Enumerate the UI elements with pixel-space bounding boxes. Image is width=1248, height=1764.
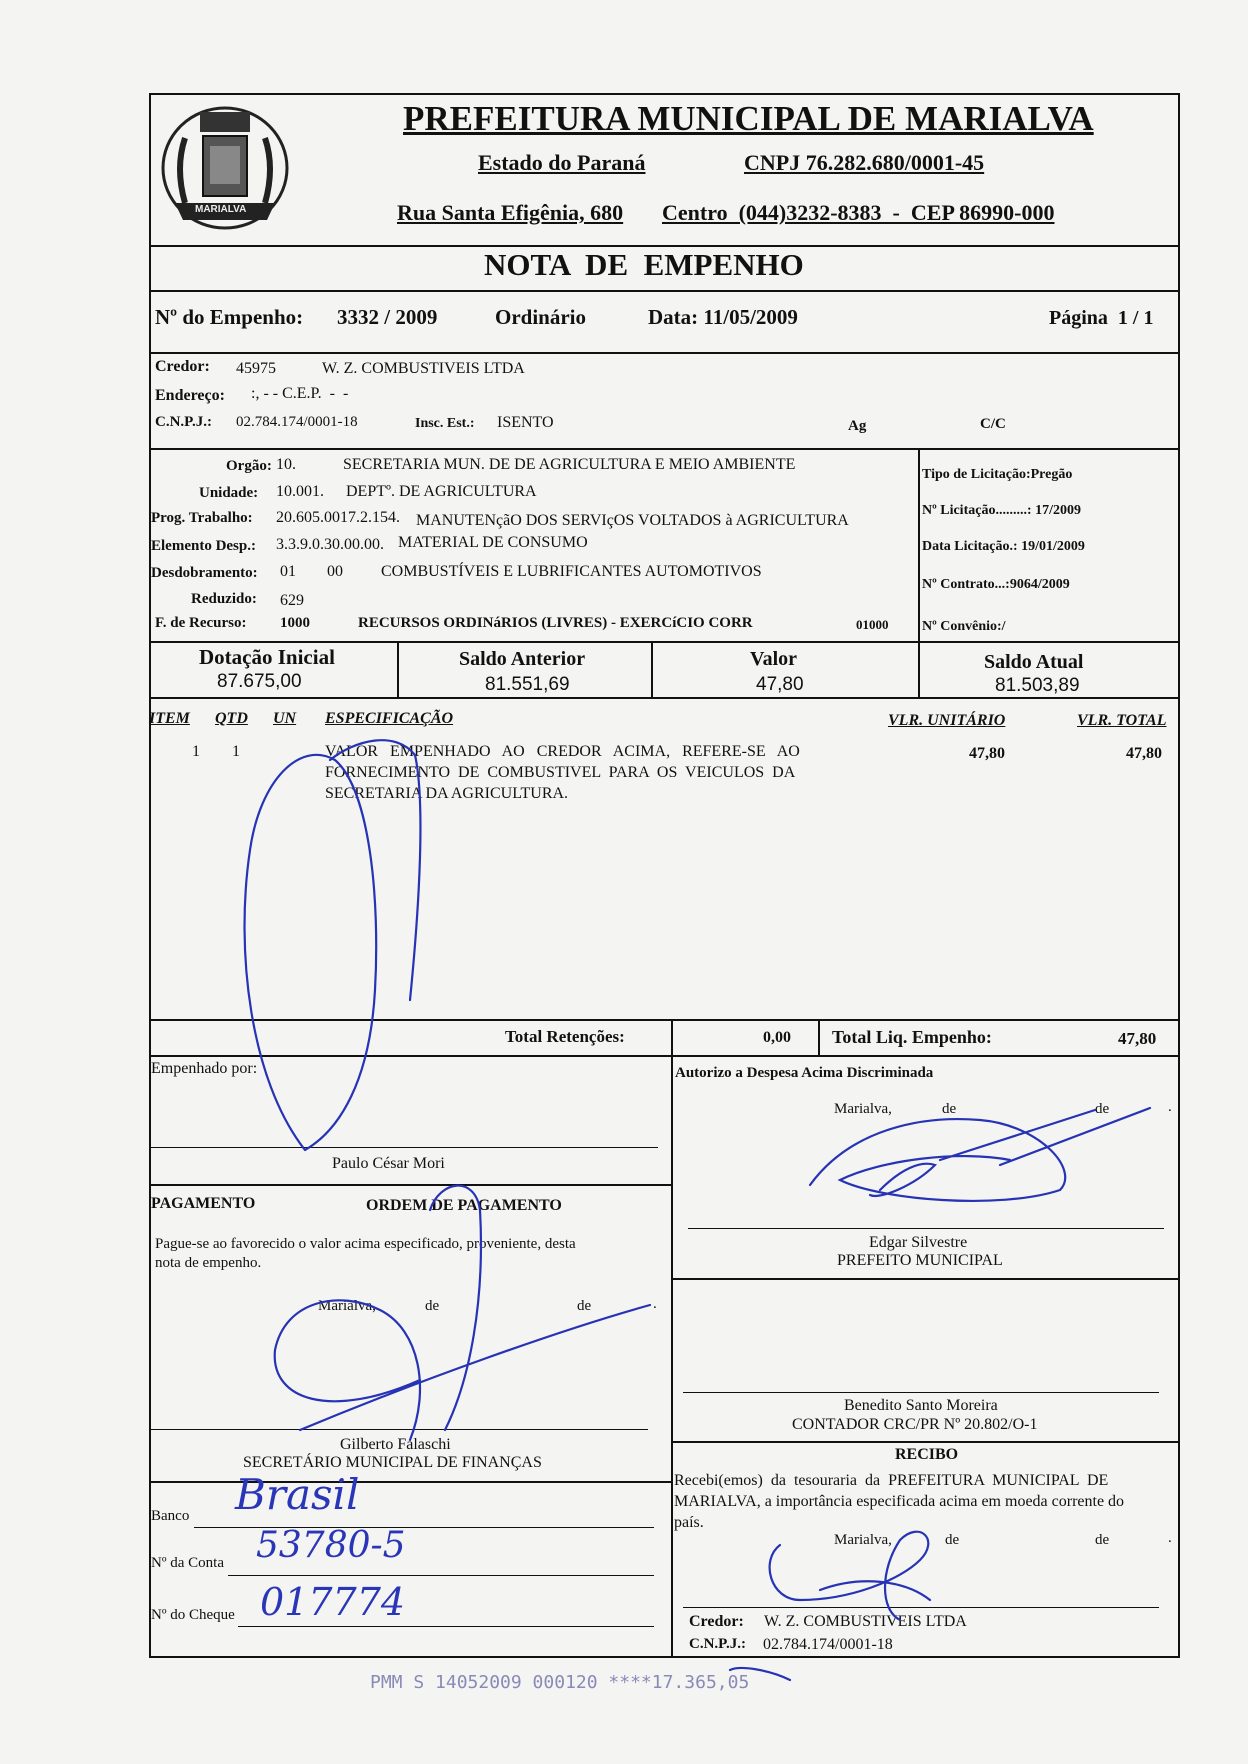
prog-label: Prog. Trabalho: [151,510,253,526]
recibo-text-3: país. [674,1514,704,1531]
recurso-code: 1000 [280,615,310,631]
document-title: NOTA DE EMPENHO [484,247,804,282]
row-item: 1 [192,743,200,760]
signature-secretario [275,1186,650,1440]
unidade-name: DEPTº. DE AGRICULTURA [346,483,537,500]
empenho-label: Nº do Empenho: [155,305,304,329]
row-total-value: 47,80 [1126,745,1162,762]
row-qtd: 1 [232,743,240,760]
saldo-anterior-label: Saldo Anterior [459,648,586,670]
pagamento-city: Marialva, [318,1298,376,1314]
empenhado-signer: Paulo César Mori [332,1155,445,1172]
header-address: Centro (044)3232-8383 - CEP 86990-000 [662,200,1055,225]
autorizo-title: Autorizo a Despesa Acima Discriminada [675,1065,934,1081]
ag-label: Ag [848,418,867,434]
col-item: ITEM [149,710,190,727]
saldo-anterior-value: 81.551,69 [485,674,570,695]
row-unit-value: 47,80 [969,745,1005,762]
recibo-cnpj-value: 02.784.174/0001-18 [763,1636,893,1653]
desd-code-1: 01 [280,563,296,580]
orgao-code: 10. [276,456,296,473]
contador-role: CONTADOR CRC/PR Nº 20.802/O-1 [792,1416,1038,1433]
empenho-date: Data: 11/05/2009 [648,305,798,329]
retencoes-label: Total Retenções: [505,1027,625,1046]
licitacao-tipo: Tipo de Licitação:Pregão [922,467,1073,482]
pagamento-signer: Gilberto Falaschi [340,1436,451,1453]
col-unit: VLR. UNITÁRIO [888,712,1006,729]
endereco-value: :, - - C.E.P. - - [251,385,349,402]
recurso-name: RECURSOS ORDINáRIOS (LIVRES) - EXERCíCIO CORR [358,615,753,631]
banco-handwritten-value: Brasil [235,1470,360,1519]
desd-name: COMBUSTÍVEIS E LUBRIFICANTES AUTOMOTIVOS [381,563,762,580]
recibo-credor-value: W. Z. COMBUSTIVEIS LTDA [764,1613,967,1630]
signature-recibo [730,1532,930,1680]
desd-label: Desdobramento: [151,565,258,581]
col-un: UN [273,710,297,727]
recibo-cnpj-label: C.N.P.J.: [689,1636,746,1652]
col-spec: ESPECIFICAÇÃO [325,710,454,727]
pagamento-de-2: de [577,1298,592,1314]
credor-name: W. Z. COMBUSTIVEIS LTDA [322,360,525,377]
valor-label: Valor [750,648,798,670]
recibo-text-2: MARIALVA, a importância especificada acima em moeda corrente do [674,1493,1125,1510]
recibo-city: Marialva, [834,1532,892,1548]
pagamento-title: PAGAMENTO [151,1195,256,1212]
autorizo-city: Marialva, [834,1101,892,1117]
empenho-number: 3332 / 2009 [337,305,438,329]
conta-label: Nº da Conta [151,1555,224,1571]
header-street: Rua Santa Efigênia, 680 [397,200,624,225]
elem-label: Elemento Desp.: [151,538,256,554]
unidade-label: Unidade: [199,485,259,501]
recibo-dot: . [1168,1530,1172,1546]
cheque-label: Nº do Cheque [151,1607,235,1623]
elem-name: MATERIAL DE CONSUMO [398,534,588,551]
empenhado-label: Empenhado por: [151,1060,258,1077]
recibo-credor-label: Credor: [689,1613,744,1630]
autorizo-signer: Edgar Silvestre [869,1234,968,1251]
licitacao-contrato: Nº Contrato...:9064/2009 [922,577,1070,592]
pagamento-text-1: Pague-se ao favorecido o valor acima especificado, proveniente, desta [155,1236,576,1252]
insc-value: ISENTO [497,414,554,431]
banco-label: Banco [151,1508,190,1524]
recibo-de-2: de [1095,1532,1110,1548]
recibo-de-1: de [945,1532,960,1548]
signature-prefeito [810,1108,1150,1201]
page-number: Página 1 / 1 [1049,307,1154,329]
row-spec-line-2: FORNECIMENTO DE COMBUSTIVEL PARA OS VEICULOS DA [325,764,796,781]
desd-code-2: 00 [327,563,343,580]
header-cnpj: CNPJ 76.282.680/0001-45 [744,150,985,175]
recibo-text-1: Recebi(emos) da tesouraria da PREFEITURA MUNICIPAL DE [674,1472,1109,1489]
autorizo-de-1: de [942,1101,957,1117]
saldo-atual-value: 81.503,89 [995,675,1080,696]
dotacao-value: 87.675,00 [217,671,302,692]
orgao-name: SECRETARIA MUN. DE DE AGRICULTURA E MEIO AMBIENTE [343,456,796,473]
insc-label: Insc. Est.: [415,416,475,431]
cnpj-value: 02.784.174/0001-18 [236,414,358,430]
reduzido-label: Reduzido: [191,591,257,607]
licitacao-convenio: Nº Convênio:/ [922,619,1006,634]
autorizo-role: PREFEITO MUNICIPAL [837,1252,1003,1269]
bottom-processing-stamp: PMM S 14052009 000120 ****17.365,05 [370,1672,750,1693]
licitacao-numero: Nº Licitação.........: 17/2009 [922,503,1081,518]
empenho-type: Ordinário [495,305,587,329]
valor-value: 47,80 [756,674,804,695]
prog-code: 20.605.0017.2.154. [276,509,400,526]
pagamento-role: SECRETÁRIO MUNICIPAL DE FINANÇAS [243,1454,542,1471]
liq-empenho-value: 47,80 [1118,1029,1157,1048]
cc-label: C/C [980,416,1006,432]
row-spec-line-3: SECRETARIA DA AGRICULTURA. [325,785,569,802]
signature-empenhado [245,740,421,1150]
credor-label: Credor: [155,358,210,375]
saldo-atual-label: Saldo Atual [984,651,1084,673]
retencoes-value: 0,00 [763,1029,791,1046]
autorizo-de-2: de [1095,1101,1110,1117]
cheque-handwritten-value: 017774 [260,1580,406,1624]
col-qtd: QTD [215,710,248,727]
contador-signer: Benedito Santo Moreira [844,1397,998,1414]
pagamento-de-1: de [425,1298,440,1314]
credor-code: 45975 [236,360,276,377]
licitacao-data: Data Licitação.: 19/01/2009 [922,539,1085,554]
recurso-label: F. de Recurso: [155,615,247,631]
state-name: Estado do Paraná [478,150,646,175]
page-title: PREFEITURA MUNICIPAL DE MARIALVA [403,99,1094,138]
dotacao-label: Dotação Inicial [199,645,335,669]
row-spec-line-1: VALOR EMPENHADO AO CREDOR ACIMA, REFERE-SE AO [325,743,800,760]
cnpj-label: C.N.P.J.: [155,414,212,430]
conta-handwritten-value: 53780-5 [256,1525,406,1566]
liq-empenho-label: Total Liq. Empenho: [832,1027,992,1047]
unidade-code: 10.001. [276,483,324,500]
recurso-code-2: 01000 [856,617,889,632]
pagamento-text-2: nota de empenho. [155,1255,262,1271]
pagamento-dot: . [653,1296,657,1312]
elem-code: 3.3.9.0.30.00.00. [276,536,384,553]
recibo-title: RECIBO [895,1446,959,1463]
prog-name: MANUTENçãO DOS SERVIçOS VOLTADOS à AGRICULTURA [416,512,849,529]
reduzido-value: 629 [280,592,304,609]
orgao-label: Orgão: [226,458,272,474]
ordem-pagamento-title: ORDEM DE PAGAMENTO [366,1197,562,1214]
coat-of-arms-text: MARIALVA [195,204,247,215]
col-total: VLR. TOTAL [1077,712,1167,729]
endereco-label: Endereço: [155,387,225,404]
autorizo-dot: . [1168,1099,1172,1115]
